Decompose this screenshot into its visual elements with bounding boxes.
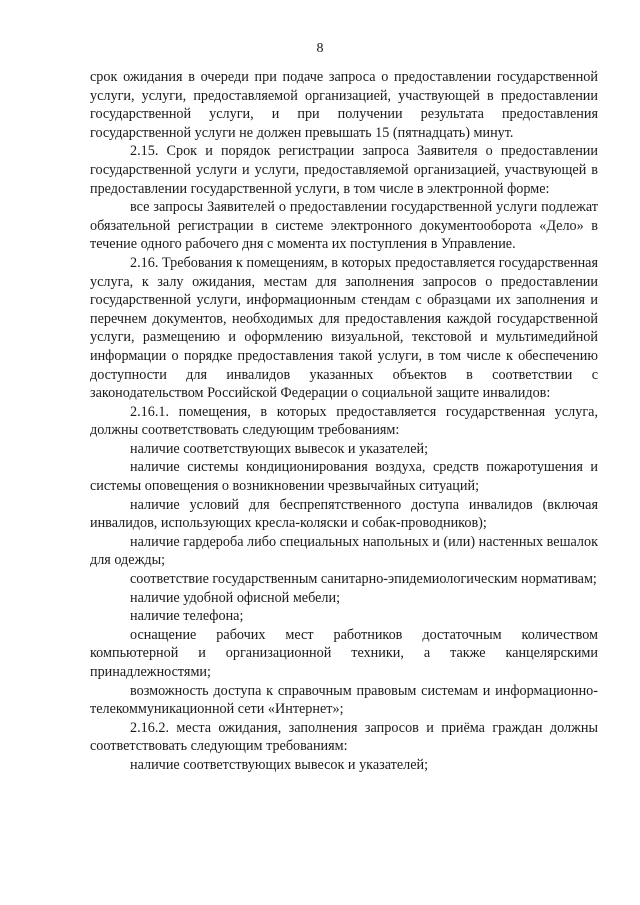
paragraph-2-16-2: 2.16.2. места ожидания, заполнения запросов и приёма граждан должны соответствовать следующим требованиям: xyxy=(90,719,598,755)
list-item-air-conditioning: наличие системы кондиционирования воздуха, средств пожаротушения и системы оповещения о возникновении чрезвычайных ситуаций; xyxy=(90,459,598,495)
paragraph-2-16-heading: 2.16. Требования к помещениям, в которых предоставляется государственная услуга, к залу ожидания, местам для заполнения запросов о предоставлении государственной услуги, информационным стендам с образцами их заполнения и перечнем документов, необходимых для предоставления каждой государственной услуги, размещению и оформлению визуальной, текстовой и мультимедийной информации о порядке предоставления такой услуги, в том числе к обеспечению доступности для инвалидов указанных объектов в соответствии с законодательством Российской Федерации о социальной защите инвалидов: xyxy=(90,254,598,402)
page-number: 8 xyxy=(316,41,324,56)
list-item-signs: наличие соответствующих вывесок и указателей; xyxy=(130,440,429,457)
document-body xyxy=(90,68,598,775)
paragraph-registration: все запросы Заявителей о предоставлении государственной услуги подлежат обязательной регистрации в системе электронного документооборота «Дело» в течение одного рабочего дня с момента их поступления в Управление. xyxy=(90,199,598,253)
list-item-furniture: наличие удобной офисной мебели; xyxy=(130,589,341,606)
paragraph-2-15-heading: 2.15. Срок и порядок регистрации запроса Заявителя о предоставлении государственной услуги и услуги, предоставляемой организацией, участвующей в предоставлении государственной услуги, в том числе в электронной форме: xyxy=(90,143,598,197)
list-item-equipment: оснащение рабочих мест работников достаточным количеством компьютерной и организационной техники, а также канцелярскими принадлежностями; xyxy=(90,626,598,680)
list-item-sanitary: соответствие государственным санитарно-эпидемиологическим нормативам; xyxy=(130,571,597,588)
list-item-telephone: наличие телефона; xyxy=(130,608,244,625)
list-item-wardrobe: наличие гардероба либо специальных напольных и (или) настенных вешалок для одежды; xyxy=(90,533,598,569)
paragraph-2-16-1: 2.16.1. помещения, в которых предоставляется государственная услуга, должны соответствовать следующим требованиям: xyxy=(90,403,598,439)
paragraph-waiting-time: срок ожидания в очереди при подаче запроса о предоставлении государственной услуги, услуги, предоставляемой организацией, участвующей в предоставлении государственной услуги, и при получении результата предоставления государственной услуги не должен превышать 15 (пятнадцать) минут. xyxy=(90,69,598,141)
list-item-accessibility: наличие условий для беспрепятственного доступа инвалидов (включая инвалидов, использующих кресла-коляски и собак-проводников); xyxy=(90,496,598,532)
list-item-signs-2: наличие соответствующих вывесок и указателей; xyxy=(130,756,429,773)
list-item-internet: возможность доступа к справочным правовым системам и информационно-телекоммуникационной сети «Интернет»; xyxy=(90,682,598,718)
